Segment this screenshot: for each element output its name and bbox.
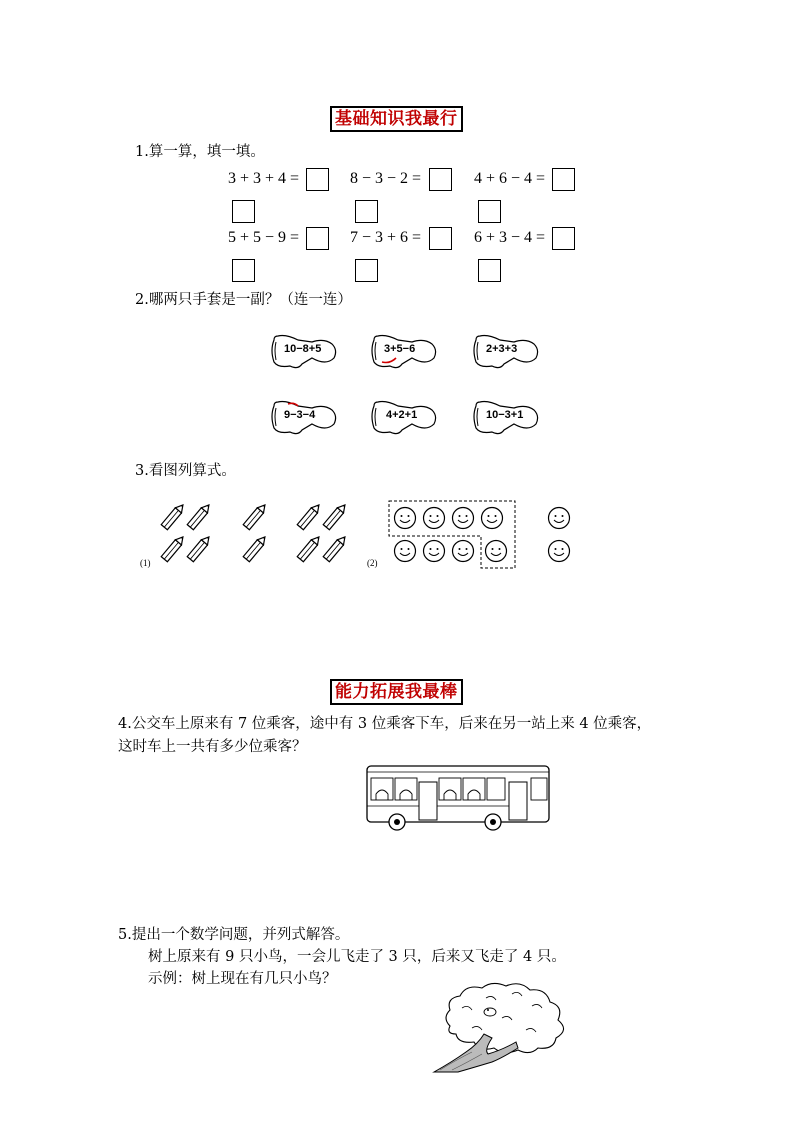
intermediate-box[interactable] (478, 200, 501, 223)
glove-expression: 3+5−6 (384, 343, 416, 355)
pencils-illustration (158, 500, 358, 572)
answer-box[interactable] (552, 227, 575, 250)
glove-bottom-3[interactable] (470, 398, 542, 438)
answer-box[interactable] (306, 168, 329, 191)
question-3-label: 3.看图列算式。 (135, 463, 236, 479)
answer-box[interactable] (429, 227, 452, 250)
tree-with-birds-illustration (432, 978, 578, 1074)
glove-expression: 2+3+3 (486, 343, 518, 355)
glove-expression: 10−8+5 (284, 343, 322, 355)
intermediate-box[interactable] (232, 200, 255, 223)
equation-2-3: 6 + 3 − 4 = (474, 229, 546, 246)
equation-1-1: 3 + 3 + 4 = (228, 170, 300, 187)
part-1-label: (1) (140, 558, 151, 568)
question-5-line-2: 树上原来有 9 只小鸟，一会儿飞走了 3 只，后来又飞走了 4 只。 (148, 949, 566, 965)
glove-bottom-2[interactable] (368, 398, 440, 438)
section-title-advanced: 能力拓展我最棒 (330, 679, 463, 705)
equation-1-2: 8 − 3 − 2 = (350, 170, 422, 187)
intermediate-box[interactable] (355, 200, 378, 223)
answer-box[interactable] (552, 168, 575, 191)
question-4-line-1: 4.公交车上原来有 7 位乘客，途中有 3 位乘客下车，后来在另一站上来 4 位乘客， (118, 716, 652, 732)
intermediate-box[interactable] (478, 259, 501, 282)
question-1-label: 1.算一算，填一填。 (135, 144, 265, 160)
glove-top-1[interactable] (268, 332, 340, 372)
intermediate-box[interactable] (232, 259, 255, 282)
answer-box[interactable] (306, 227, 329, 250)
glove-expression: 10−3+1 (486, 409, 524, 421)
equation-1-3: 4 + 6 − 4 = (474, 170, 546, 187)
glove-top-3[interactable] (470, 332, 542, 372)
equation-2-2: 7 − 3 + 6 = (350, 229, 422, 246)
question-4-line-2: 这时车上一共有多少位乘客？ (118, 739, 307, 755)
smiley-faces-illustration (385, 498, 585, 572)
answer-box[interactable] (429, 168, 452, 191)
glove-expression: 9−3−4 (284, 409, 316, 421)
part-2-label: (2) (367, 558, 378, 568)
glove-expression: 4+2+1 (386, 409, 418, 421)
question-2-label: 2.哪两只手套是一副？（连一连） (135, 292, 352, 308)
equation-2-1: 5 + 5 − 9 = (228, 229, 300, 246)
glove-top-2[interactable] (368, 332, 440, 372)
intermediate-box[interactable] (355, 259, 378, 282)
question-5-line-3: 示例：树上现在有几只小鸟？ (148, 971, 337, 987)
bus-illustration (365, 762, 553, 832)
question-5-line-1: 5.提出一个数学问题，并列式解答。 (118, 927, 350, 943)
glove-bottom-1[interactable] (268, 398, 340, 438)
section-title-basic: 基础知识我最行 (330, 106, 463, 132)
